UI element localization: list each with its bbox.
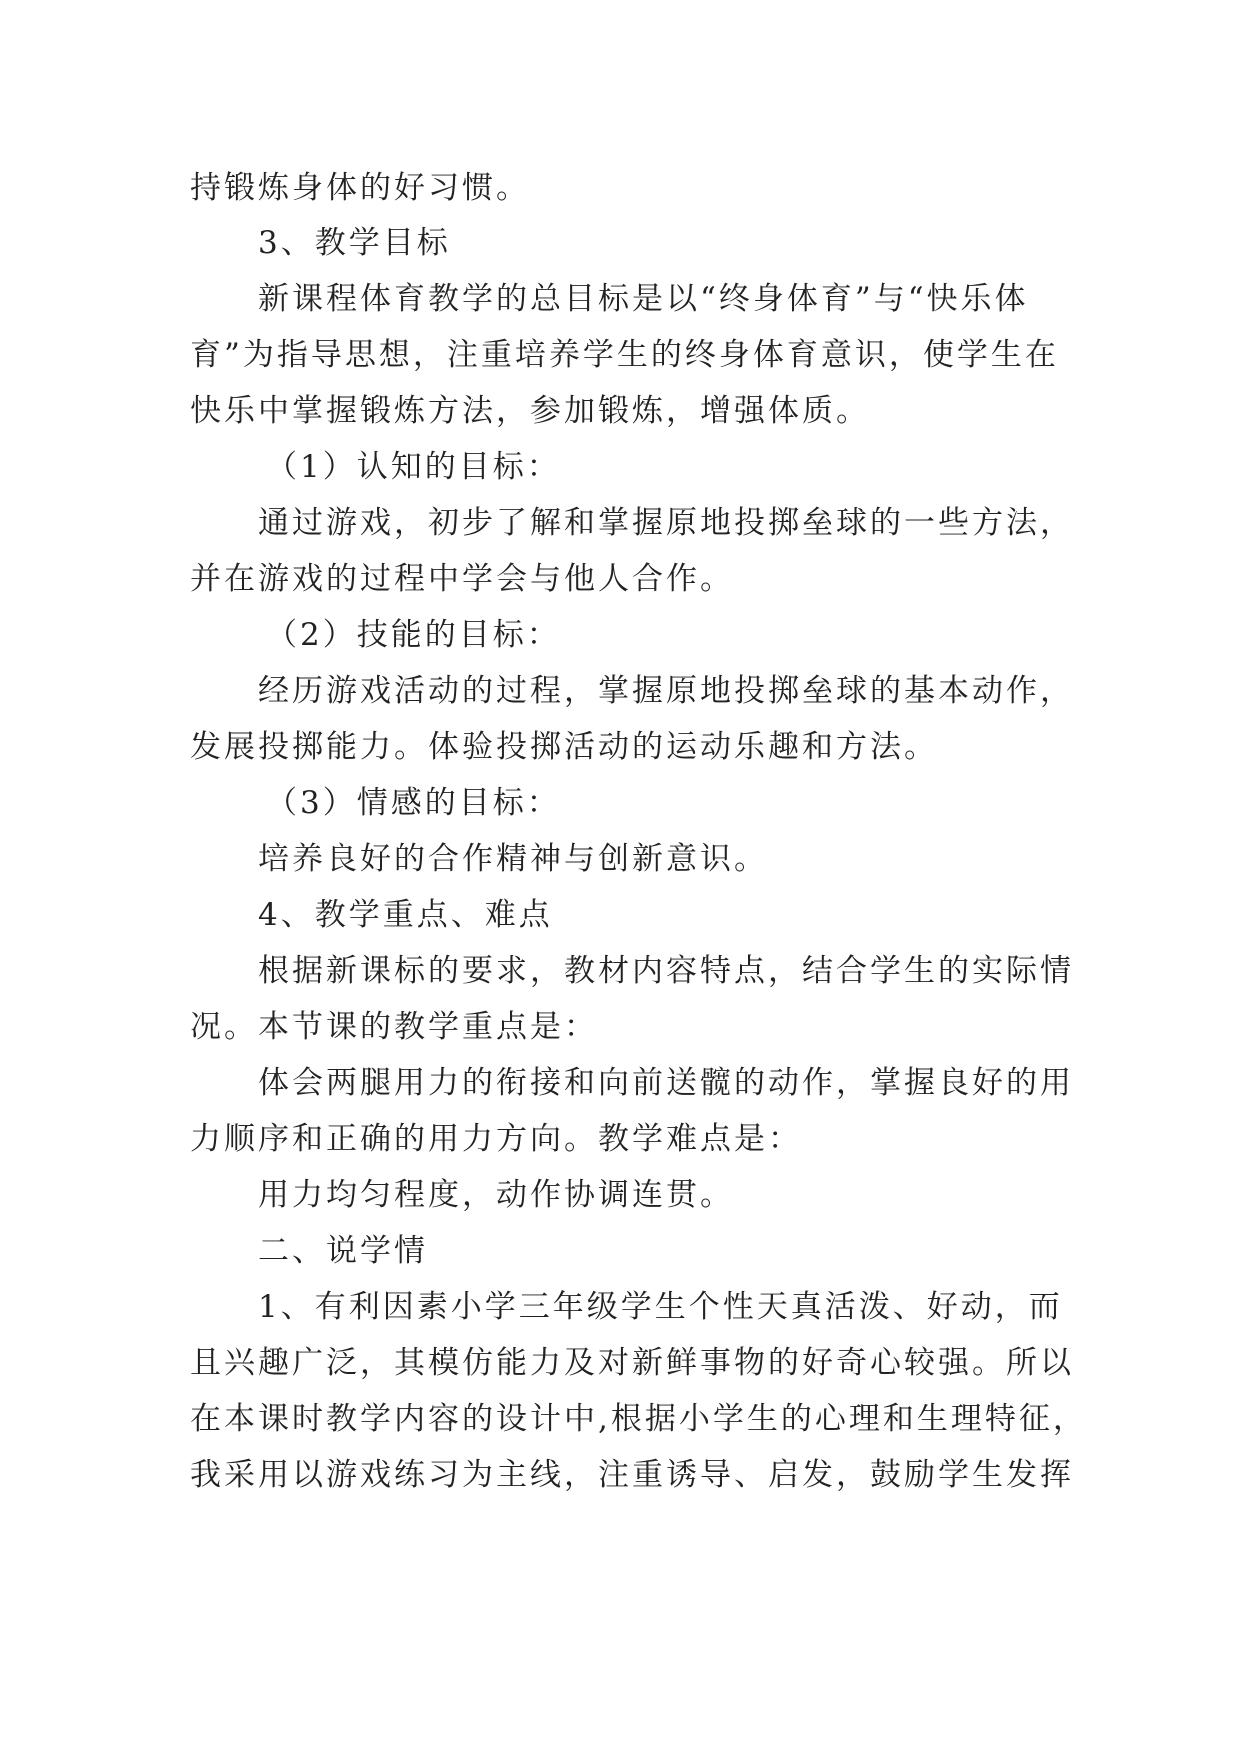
text-line: 新课程体育教学的总目标是以“终身体育”与“快乐体 (258, 281, 1029, 317)
text-line: 经历游戏活动的过程，掌握原地投掷垒球的基本动作， (258, 673, 1074, 709)
text-line: 况。本节课的教学重点是： (190, 1009, 598, 1045)
text-line: 快乐中掌握锻炼方法，参加锻炼，增强体质。 (190, 393, 870, 429)
text-line: 通过游戏，初步了解和掌握原地投掷垒球的一些方法， (258, 505, 1074, 541)
subsection-heading: （3）情感的目标： (266, 785, 561, 821)
text-line: 持锻炼身体的好习惯。 (190, 170, 530, 206)
text-line: 体会两腿用力的衔接和向前送髋的动作，掌握良好的用 (258, 1065, 1074, 1101)
text-line: 1、有利因素小学三年级学生个性天真活泼、好动，而 (258, 1289, 1063, 1325)
section-heading: 3、教学目标 (258, 225, 451, 261)
text-line: 用力均匀程度，动作协调连贯。 (258, 1177, 734, 1213)
subsection-heading: （2）技能的目标： (266, 617, 561, 653)
text-line: 在本课时教学内容的设计中,根据小学生的心理和生理特征， (190, 1401, 1087, 1437)
text-line: 培养良好的合作精神与创新意识。 (258, 841, 768, 877)
text-line: 发展投掷能力。体验投掷活动的运动乐趣和方法。 (190, 729, 938, 765)
section-heading: 二、说学情 (258, 1233, 428, 1269)
text-line: 根据新课标的要求，教材内容特点，结合学生的实际情 (258, 953, 1074, 989)
text-line: 育”为指导思想，注重培养学生的终身体育意识，使学生在 (190, 337, 1059, 373)
section-heading: 4、教学重点、难点 (258, 897, 553, 933)
text-line: 我采用以游戏练习为主线，注重诱导、启发，鼓励学生发挥 (190, 1457, 1074, 1493)
text-line: 且兴趣广泛，其模仿能力及对新鲜事物的好奇心较强。所以 (190, 1345, 1074, 1381)
text-line: 并在游戏的过程中学会与他人合作。 (190, 561, 734, 597)
text-line: 力顺序和正确的用力方向。教学难点是： (190, 1121, 802, 1157)
subsection-heading: （1）认知的目标： (266, 449, 561, 485)
